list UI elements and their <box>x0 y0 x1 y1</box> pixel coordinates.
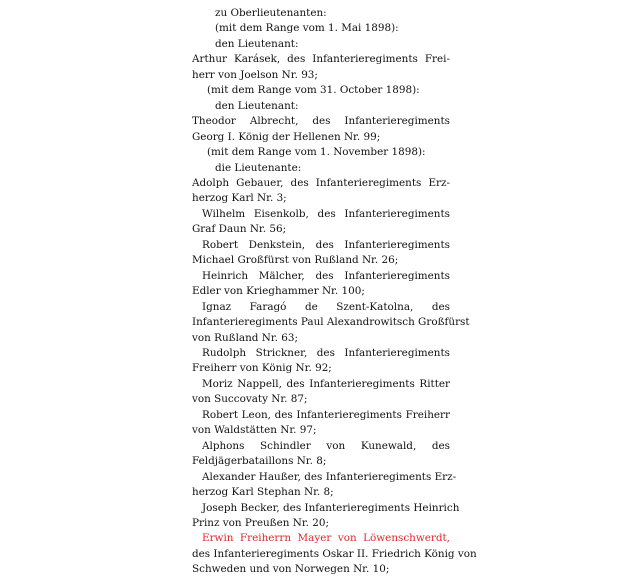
text-line: Ignaz Faragó de Szent-Katolna, des <box>202 300 450 313</box>
text-line: von Succovaty Nr. 87; <box>192 393 308 406</box>
text-line: Freiherr von König Nr. 92; <box>192 362 332 375</box>
text-line: von Waldstätten Nr. 97; <box>192 424 317 437</box>
text-line: Robert Denkstein, des Infanterieregiments <box>202 238 450 251</box>
text-line: den Lieutenant: <box>215 99 299 112</box>
text-line: herzog Karl Nr. 3; <box>192 192 287 205</box>
text-line: Graf Daun Nr. 56; <box>192 223 287 236</box>
text-line: Prinz von Preußen Nr. 20; <box>192 516 330 529</box>
text-line: des Infanterieregiments Oskar II. Friedrich König von <box>192 547 477 560</box>
text-line: Moriz Nappell, des Infanterieregiments Ritter <box>202 377 450 390</box>
text-line: herzog Karl Stephan Nr. 8; <box>192 486 334 499</box>
document-text-column <box>192 6 477 578</box>
text-line: Arthur Karásek, des Infanterieregiments Frei- <box>192 53 450 66</box>
text-line: Robert Leon, des Infanterieregiments Freiherr <box>202 408 450 421</box>
text-line: Feldjägerbataillons Nr. 8; <box>192 455 327 468</box>
text-line: zu Oberlieutenanten: <box>215 7 327 19</box>
text-line: (mit dem Range vom 31. October 1898): <box>207 84 420 97</box>
text-line: herr von Joelson Nr. 93; <box>192 68 318 81</box>
text-line: Joseph Becker, des Infanterieregiments Heinrich <box>202 501 460 514</box>
text-line: die Lieutenante: <box>215 161 302 174</box>
text-line: von Rußland Nr. 63; <box>192 331 298 344</box>
text-line: Schweden und von Norwegen Nr. 10; <box>192 563 390 576</box>
text-line: (mit dem Range vom 1. November 1898): <box>207 146 426 159</box>
text-line: Edler von Krieghammer Nr. 100; <box>192 285 365 298</box>
text-line: Heinrich Mälcher, des Infanterieregiments <box>202 269 450 282</box>
highlighted-name-line: Erwin Freiherrn Mayer von Löwenschwerdt, <box>202 532 450 545</box>
text-line: Georg I. König der Hellenen Nr. 99; <box>192 130 381 143</box>
text-line: Wilhelm Eisenkolb, des Infanterieregiments <box>202 207 450 220</box>
text-line: Alexander Haußer, des Infanterieregiments Erz- <box>202 470 457 483</box>
text-line: den Lieutenant: <box>215 37 299 50</box>
text-line: Rudolph Strickner, des Infanterieregiments <box>202 346 450 359</box>
text-line: Adolph Gebauer, des Infanterieregiments Erz- <box>192 176 450 189</box>
text-line: Infanterieregiments Paul Alexandrowitsch Großfürst <box>192 316 470 329</box>
text-line: Theodor Albrecht, des Infanterieregiments <box>192 115 450 128</box>
text-line: (mit dem Range vom 1. Mai 1898): <box>215 22 399 35</box>
text-line: Alphons Schindler von Kunewald, des <box>202 439 450 452</box>
text-line: Michael Großfürst von Rußland Nr. 26; <box>192 254 399 267</box>
